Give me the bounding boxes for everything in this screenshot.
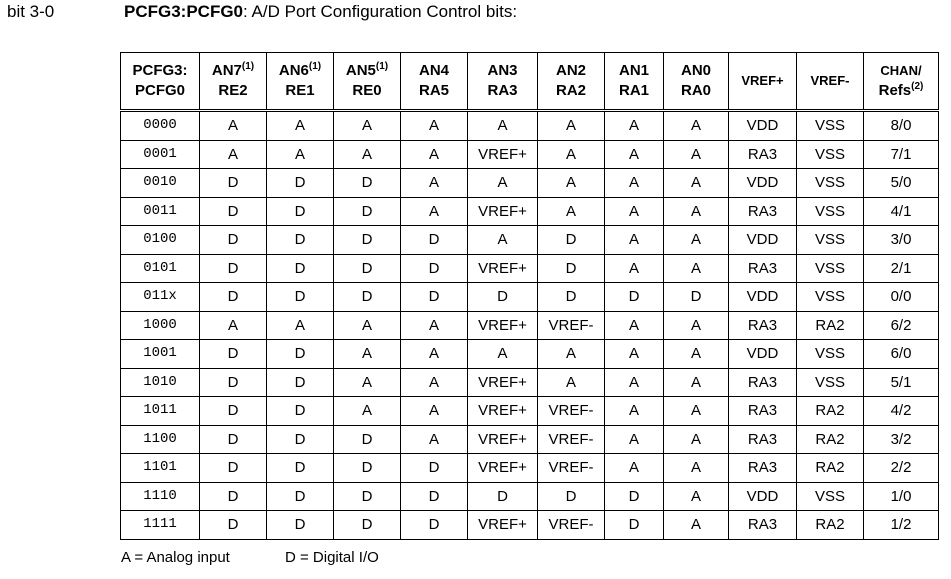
config-cell: VREF+ xyxy=(468,454,538,483)
config-cell: 1/0 xyxy=(864,482,939,511)
header-pcfg: PCFG3: PCFG0 xyxy=(121,53,200,111)
config-cell: D xyxy=(401,226,468,255)
config-cell: A xyxy=(267,311,334,340)
config-cell: A xyxy=(334,340,401,369)
config-cell: D xyxy=(267,425,334,454)
pcfg-code-cell: 0001 xyxy=(121,140,200,169)
config-cell: D xyxy=(267,368,334,397)
pcfg-code-cell: 0000 xyxy=(121,111,200,141)
config-cell: VSS xyxy=(797,226,864,255)
header-an4: AN4 RA5 xyxy=(401,53,468,111)
header-an2: AN2 RA2 xyxy=(538,53,605,111)
config-cell: RA2 xyxy=(797,311,864,340)
section-heading xyxy=(124,2,517,22)
config-cell: VSS xyxy=(797,482,864,511)
config-cell: D xyxy=(267,197,334,226)
config-cell: A xyxy=(664,254,729,283)
config-cell: A xyxy=(267,140,334,169)
table-row xyxy=(121,511,939,540)
header-an1: AN1 RA1 xyxy=(605,53,664,111)
config-cell: VREF+ xyxy=(468,425,538,454)
config-cell: RA2 xyxy=(797,454,864,483)
config-cell: A xyxy=(605,311,664,340)
config-cell: D xyxy=(605,482,664,511)
config-cell: A xyxy=(200,111,267,141)
config-cell: D xyxy=(200,226,267,255)
config-cell: A xyxy=(664,425,729,454)
config-cell: D xyxy=(200,197,267,226)
pcfg-code-cell: 0011 xyxy=(121,197,200,226)
config-cell: D xyxy=(334,226,401,255)
config-cell: A xyxy=(401,169,468,198)
config-cell: A xyxy=(538,169,605,198)
config-cell: D xyxy=(664,283,729,312)
config-cell: A xyxy=(334,397,401,426)
legend-analog: A = Analog input xyxy=(121,549,230,566)
config-cell: RA3 xyxy=(729,368,797,397)
config-cell: D xyxy=(200,482,267,511)
config-cell: A xyxy=(605,169,664,198)
config-cell: A xyxy=(664,368,729,397)
table-row xyxy=(121,368,939,397)
config-cell: D xyxy=(401,482,468,511)
table-row xyxy=(121,197,939,226)
table-row xyxy=(121,169,939,198)
pcfg-code-cell: 1001 xyxy=(121,340,200,369)
config-cell: A xyxy=(605,197,664,226)
table-body xyxy=(121,111,939,540)
table-row xyxy=(121,226,939,255)
config-cell: VSS xyxy=(797,197,864,226)
pcfg-code-cell: 0101 xyxy=(121,254,200,283)
config-cell: D xyxy=(334,454,401,483)
config-cell: RA3 xyxy=(729,254,797,283)
config-cell: D xyxy=(200,169,267,198)
config-cell: A xyxy=(664,140,729,169)
table-header-row xyxy=(121,53,939,111)
config-cell: A xyxy=(334,140,401,169)
config-cell: D xyxy=(267,397,334,426)
config-cell: RA3 xyxy=(729,397,797,426)
bit-range-label: bit 3-0 xyxy=(7,2,55,21)
config-cell: A xyxy=(334,311,401,340)
config-cell: VREF+ xyxy=(468,197,538,226)
pcfg-code-cell: 1000 xyxy=(121,311,200,340)
pcfg-code-cell: 1110 xyxy=(121,482,200,511)
config-cell: A xyxy=(468,111,538,141)
table-row xyxy=(121,111,939,141)
config-cell: VREF+ xyxy=(468,397,538,426)
config-cell: D xyxy=(267,254,334,283)
config-cell: D xyxy=(401,511,468,540)
config-cell: D xyxy=(468,283,538,312)
header-an5: AN5$^{(1)}$ RE0 xyxy=(334,53,401,111)
table-row xyxy=(121,397,939,426)
config-cell: A xyxy=(605,226,664,255)
config-cell: A xyxy=(605,111,664,141)
config-cell: RA3 xyxy=(729,454,797,483)
config-cell: A xyxy=(401,197,468,226)
config-cell: VREF+ xyxy=(468,311,538,340)
table-row xyxy=(121,454,939,483)
config-cell: A xyxy=(538,197,605,226)
config-cell: A xyxy=(267,111,334,141)
config-cell: VDD xyxy=(729,283,797,312)
config-cell: D xyxy=(334,197,401,226)
config-cell: RA2 xyxy=(797,511,864,540)
config-cell: A xyxy=(664,454,729,483)
config-cell: A xyxy=(664,169,729,198)
pcfg-code-cell: 0100 xyxy=(121,226,200,255)
config-cell: A xyxy=(401,111,468,141)
config-cell: A xyxy=(664,340,729,369)
config-cell: A xyxy=(200,311,267,340)
config-cell: VREF- xyxy=(538,454,605,483)
config-cell: A xyxy=(605,368,664,397)
config-cell: VDD xyxy=(729,169,797,198)
config-cell: A xyxy=(664,397,729,426)
pcfg-code-cell: 1111 xyxy=(121,511,200,540)
header-vref-minus: VREF- xyxy=(797,53,864,111)
config-cell: D xyxy=(200,340,267,369)
table-row xyxy=(121,140,939,169)
config-cell: 7/1 xyxy=(864,140,939,169)
pcfg-code-cell: 1100 xyxy=(121,425,200,454)
config-cell: A xyxy=(401,368,468,397)
config-cell: D xyxy=(334,511,401,540)
config-cell: A xyxy=(401,397,468,426)
port-configuration-table xyxy=(120,52,939,540)
config-cell: D xyxy=(267,454,334,483)
config-cell: RA3 xyxy=(729,197,797,226)
heading-description: : A/D Port Configuration Control bits: xyxy=(243,2,518,21)
config-cell: A xyxy=(605,340,664,369)
config-cell: VDD xyxy=(729,482,797,511)
config-cell: VREF- xyxy=(538,511,605,540)
config-cell: A xyxy=(468,226,538,255)
config-cell: A xyxy=(401,340,468,369)
config-cell: A xyxy=(334,111,401,141)
config-cell: A xyxy=(401,425,468,454)
config-cell: D xyxy=(200,368,267,397)
config-cell: RA2 xyxy=(797,425,864,454)
config-cell: D xyxy=(401,254,468,283)
config-cell: D xyxy=(334,254,401,283)
config-cell: A xyxy=(401,311,468,340)
header-an3: AN3 RA3 xyxy=(468,53,538,111)
config-cell: VREF+ xyxy=(468,254,538,283)
config-cell: A xyxy=(538,340,605,369)
config-cell: RA3 xyxy=(729,425,797,454)
config-cell: VDD xyxy=(729,226,797,255)
header-an7: AN7$^{(1)}$ RE2 xyxy=(200,53,267,111)
config-cell: VSS xyxy=(797,368,864,397)
config-cell: A xyxy=(664,511,729,540)
config-cell: A xyxy=(664,226,729,255)
table-row xyxy=(121,283,939,312)
config-cell: D xyxy=(200,511,267,540)
config-cell: D xyxy=(538,482,605,511)
config-cell: VREF+ xyxy=(468,511,538,540)
table-row xyxy=(121,311,939,340)
config-cell: A xyxy=(200,140,267,169)
pcfg-code-cell: 011x xyxy=(121,283,200,312)
table-row xyxy=(121,340,939,369)
header-an6: AN6$^{(1)}$ RE1 xyxy=(267,53,334,111)
config-cell: D xyxy=(334,425,401,454)
config-cell: D xyxy=(267,482,334,511)
config-cell: D xyxy=(334,283,401,312)
config-cell: A xyxy=(468,340,538,369)
config-cell: A xyxy=(664,482,729,511)
config-cell: D xyxy=(267,283,334,312)
config-cell: 3/2 xyxy=(864,425,939,454)
config-cell: D xyxy=(200,425,267,454)
config-cell: RA3 xyxy=(729,140,797,169)
table-row xyxy=(121,425,939,454)
config-cell: 6/2 xyxy=(864,311,939,340)
config-cell: 0/0 xyxy=(864,283,939,312)
config-cell: D xyxy=(538,226,605,255)
table-row xyxy=(121,254,939,283)
config-cell: VDD xyxy=(729,340,797,369)
config-cell: D xyxy=(334,169,401,198)
config-cell: VSS xyxy=(797,169,864,198)
config-cell: VSS xyxy=(797,140,864,169)
config-cell: A xyxy=(664,311,729,340)
config-cell: D xyxy=(267,169,334,198)
config-cell: D xyxy=(200,454,267,483)
config-cell: D xyxy=(200,254,267,283)
header-chan-refs: CHAN/ Refs$^{(2)}$ xyxy=(864,53,939,111)
config-cell: 3/0 xyxy=(864,226,939,255)
config-cell: A xyxy=(664,197,729,226)
config-cell: VSS xyxy=(797,111,864,141)
config-cell: D xyxy=(267,511,334,540)
pcfg-code-cell: 1010 xyxy=(121,368,200,397)
config-cell: D xyxy=(200,283,267,312)
config-cell: VREF- xyxy=(538,397,605,426)
config-cell: A xyxy=(468,169,538,198)
config-cell: VDD xyxy=(729,111,797,141)
config-cell: 1/2 xyxy=(864,511,939,540)
config-cell: D xyxy=(605,511,664,540)
config-cell: VREF+ xyxy=(468,368,538,397)
config-cell: 8/0 xyxy=(864,111,939,141)
config-cell: A xyxy=(605,140,664,169)
config-cell: A xyxy=(334,368,401,397)
config-cell: A xyxy=(605,397,664,426)
legend-digital: D = Digital I/O xyxy=(285,549,379,566)
config-cell: A xyxy=(605,454,664,483)
header-an0: AN0 RA0 xyxy=(664,53,729,111)
config-cell: RA3 xyxy=(729,311,797,340)
config-cell: D xyxy=(538,254,605,283)
register-field-name: PCFG3:PCFG0 xyxy=(124,2,244,21)
config-cell: VSS xyxy=(797,283,864,312)
config-cell: 5/1 xyxy=(864,368,939,397)
config-cell: A xyxy=(664,111,729,141)
config-cell: D xyxy=(334,482,401,511)
header-vref-plus: VREF+ xyxy=(729,53,797,111)
config-cell: A xyxy=(538,140,605,169)
config-cell: VSS xyxy=(797,340,864,369)
config-cell: VSS xyxy=(797,254,864,283)
config-cell: D xyxy=(200,397,267,426)
config-cell: 5/0 xyxy=(864,169,939,198)
config-cell: VREF- xyxy=(538,311,605,340)
config-cell: D xyxy=(401,454,468,483)
config-cell: A xyxy=(401,140,468,169)
config-cell: RA3 xyxy=(729,511,797,540)
config-cell: D xyxy=(468,482,538,511)
config-cell: 6/0 xyxy=(864,340,939,369)
config-cell: 2/2 xyxy=(864,454,939,483)
config-cell: VREF+ xyxy=(468,140,538,169)
config-cell: 4/2 xyxy=(864,397,939,426)
config-cell: A xyxy=(605,254,664,283)
pcfg-code-cell: 1011 xyxy=(121,397,200,426)
pcfg-code-cell: 1101 xyxy=(121,454,200,483)
pcfg-code-cell: 0010 xyxy=(121,169,200,198)
config-cell: D xyxy=(605,283,664,312)
config-cell: VREF- xyxy=(538,425,605,454)
config-cell: 2/1 xyxy=(864,254,939,283)
config-cell: RA2 xyxy=(797,397,864,426)
config-cell: A xyxy=(538,111,605,141)
config-cell: D xyxy=(267,340,334,369)
config-cell: A xyxy=(605,425,664,454)
config-cell: 4/1 xyxy=(864,197,939,226)
config-cell: D xyxy=(538,283,605,312)
config-cell: D xyxy=(267,226,334,255)
table-row xyxy=(121,482,939,511)
config-cell: A xyxy=(538,368,605,397)
config-cell: D xyxy=(401,283,468,312)
